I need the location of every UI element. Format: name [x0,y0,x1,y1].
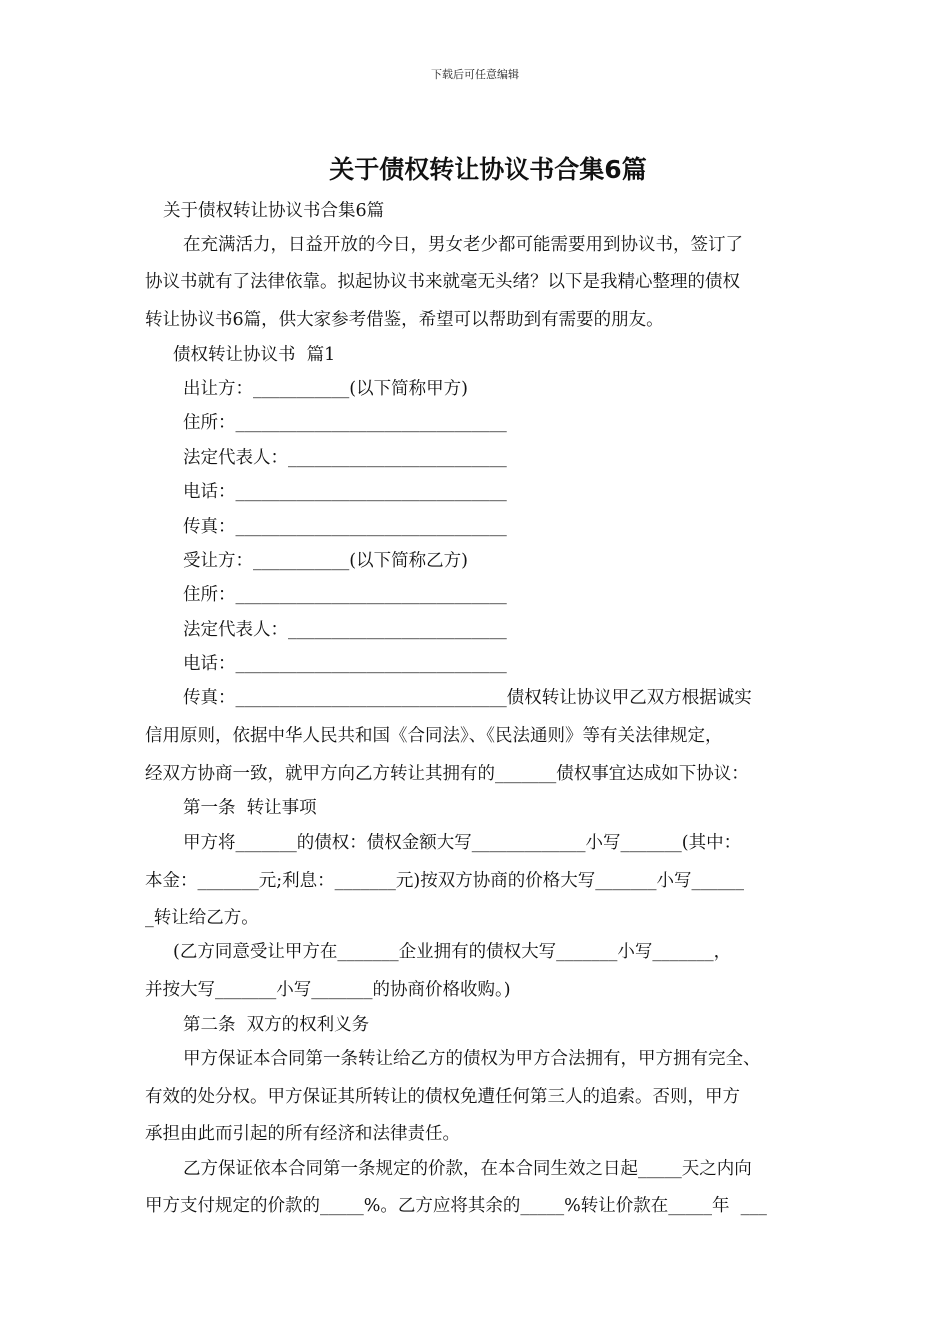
form-line: 传真：_______________________________ [183,517,507,537]
document-title: 关于债权转让协议书合集6篇 [329,155,647,184]
paragraph-line: 承担由此而引起的所有经济和法律责任。 [145,1124,460,1144]
paragraph-line: 甲方支付规定的价款的_____%。乙方应将其余的_____%转让价款在_____年 ___ [145,1196,767,1216]
paragraph-line: 乙方保证依本合同第一条规定的价款，在本合同生效之日起_____天之内向 [183,1159,752,1179]
section-heading: 债权转让协议书 篇1 [173,345,336,365]
paragraph-line: 甲方保证本合同第一条转让给乙方的债权为甲方合法拥有，甲方拥有完全、 [183,1049,761,1069]
article-heading: 第一条 转让事项 [183,798,317,818]
paragraph-line: 本金：_______元;利息：_______元)按双方协商的价格大写_______小写______ [145,871,744,891]
paragraph-line: _转让给乙方。 [145,908,259,928]
paragraph-line: 转让协议书6篇，供大家参考借鉴，希望可以帮助到有需要的朋友。 [145,310,664,330]
form-line: 电话：_______________________________ [183,482,507,502]
form-line: 法定代表人：_________________________ [183,620,507,640]
form-line: 传真：_______________________________债权转让协议甲乙双方根据诚实 [183,688,752,708]
paragraph-line: 经双方协商一致，就甲方向乙方转让其拥有的_______债权事宜达成如下协议： [145,764,749,784]
paragraph-line: 信用原则，依据中华人民共和国《合同法》、《民法通则》等有关法律规定， [145,726,723,746]
form-line: 住所：_______________________________ [183,585,507,605]
form-line: 受让方：___________(以下简称乙方) [183,551,468,571]
subtitle-line: 关于债权转让协议书合集6篇 [163,201,385,221]
form-line: 电话：_______________________________ [183,654,507,674]
paragraph-line: 并按大写_______小写_______的协商价格收购。) [145,980,511,1000]
form-line: 住所：_______________________________ [183,413,507,433]
form-line: 出让方：___________(以下简称甲方) [183,379,468,399]
article-heading: 第二条 双方的权利义务 [183,1015,370,1035]
paragraph-line: 协议书就有了法律依靠。拟起协议书来就毫无头绪？以下是我精心整理的债权 [145,272,740,292]
page-header: 下载后可任意编辑 [431,68,519,81]
paragraph-line: 有效的处分权。甲方保证其所转让的债权免遭任何第三人的追索。否则，甲方 [145,1087,740,1107]
paragraph-line: 在充满活力，日益开放的今日，男女老少都可能需要用到协议书，签订了 [183,235,743,255]
paragraph-line: (乙方同意受让甲方在_______企业拥有的债权大写_______小写_______， [173,942,732,962]
form-line: 法定代表人：_________________________ [183,448,507,468]
paragraph-line: 甲方将_______的债权：债权金额大写_____________小写_______(其中： [183,833,742,853]
